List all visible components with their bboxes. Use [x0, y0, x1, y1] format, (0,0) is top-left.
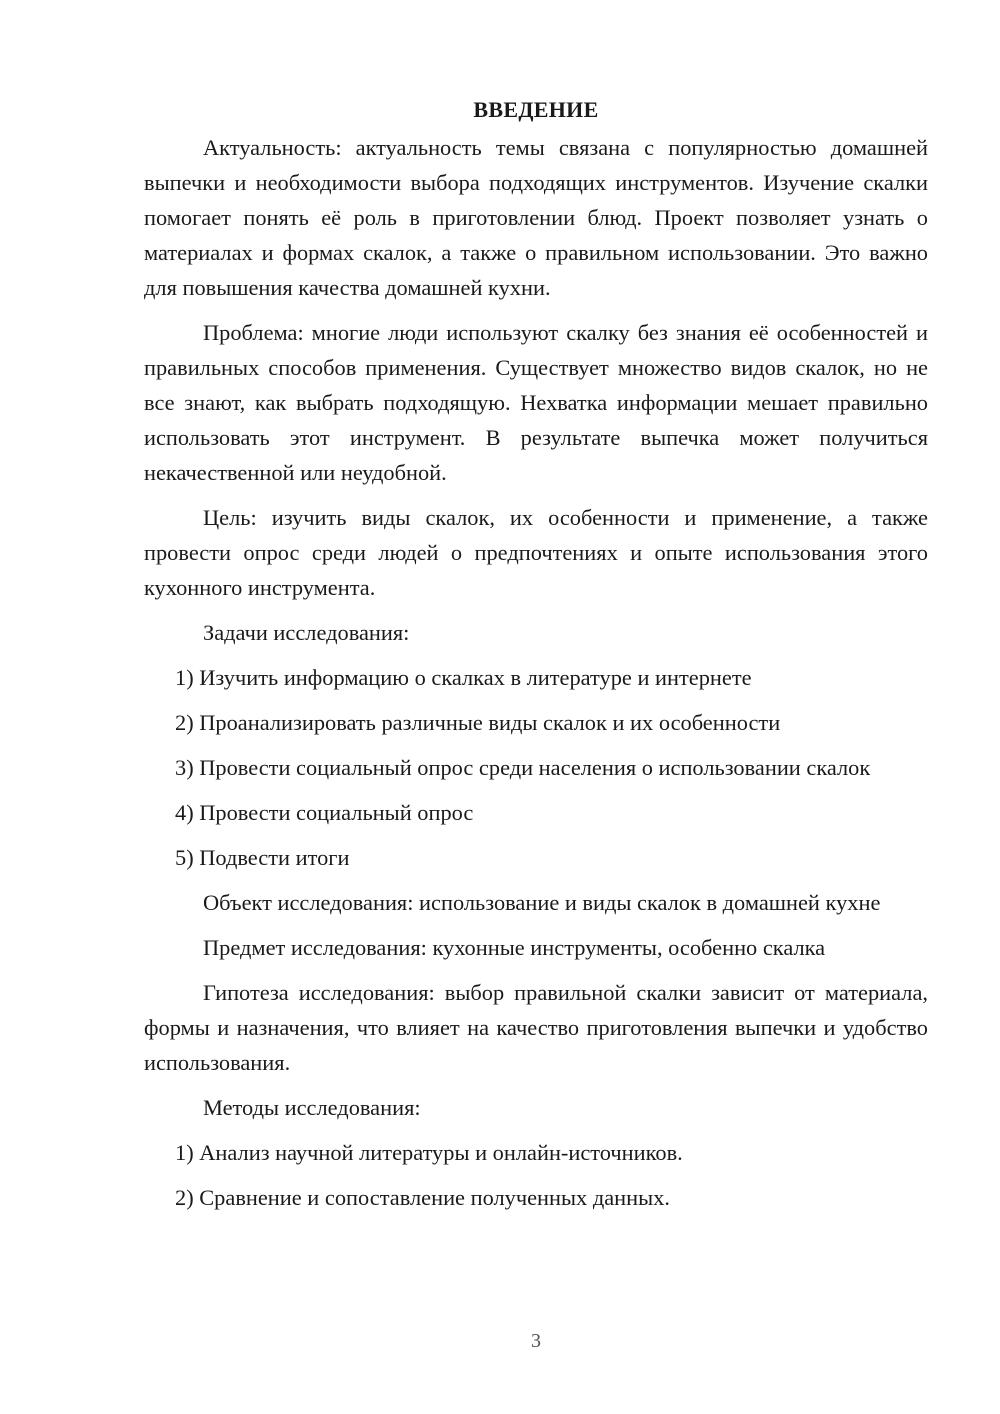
page-number: 3 [531, 1330, 541, 1352]
task-item: 3) Провести социальный опрос среди населения о использовании скалок [175, 755, 871, 780]
section-title: ВВЕДЕНИЕ [473, 97, 599, 122]
task-item: 5) Подвести итоги [175, 845, 350, 870]
tasks-heading: Задачи исследования: [203, 620, 410, 645]
task-item: 4) Провести социальный опрос [175, 800, 474, 825]
paragraph-hypothesis: Гипотеза исследования: выбор правильной скалки зависит от материала, формы и назначения, что влияет на качество приготовления выпечки и удобство использования. [144, 980, 928, 1075]
document-body [144, 92, 928, 1225]
methods-heading: Методы исследования: [203, 1095, 421, 1120]
paragraph-relevance: Актуальность: актуальность темы связана с популярностью домашней выпечки и необходимости выбора подходящих инструментов. Изучение скалки помогает понять её роль в приготовлении блюд. Проект позволяет узнать о материалах и формах скалок, а также о правильном использовании. Это важно для повышения качества домашней кухни. [144, 135, 928, 300]
paragraph-goal: Цель: изучить виды скалок, их особенности и применение, а также провести опрос среди людей о предпочтениях и опыте использования этого кухонного инструмента. [144, 505, 928, 600]
paragraph-problem: Проблема: многие люди используют скалку без знания её особенностей и правильных способов применения. Существует множество видов скалок, но не все знают, как выбрать подходящую. Нехватка информации мешает правильно использовать этот инструмент. В результате выпечка может получиться некачественной или неудобной. [144, 320, 928, 485]
method-item: 1) Анализ научной литературы и онлайн-источников. [175, 1140, 683, 1165]
task-item: 1) Изучить информацию о скалках в литературе и интернете [175, 665, 752, 690]
method-item: 2) Сравнение и сопоставление полученных данных. [175, 1185, 670, 1210]
task-item: 2) Проанализировать различные виды скалок и их особенности [175, 710, 781, 735]
paragraph-subject: Предмет исследования: кухонные инструменты, особенно скалка [203, 935, 826, 960]
paragraph-object: Объект исследования: использование и виды скалок в домашней кухне [203, 890, 881, 915]
